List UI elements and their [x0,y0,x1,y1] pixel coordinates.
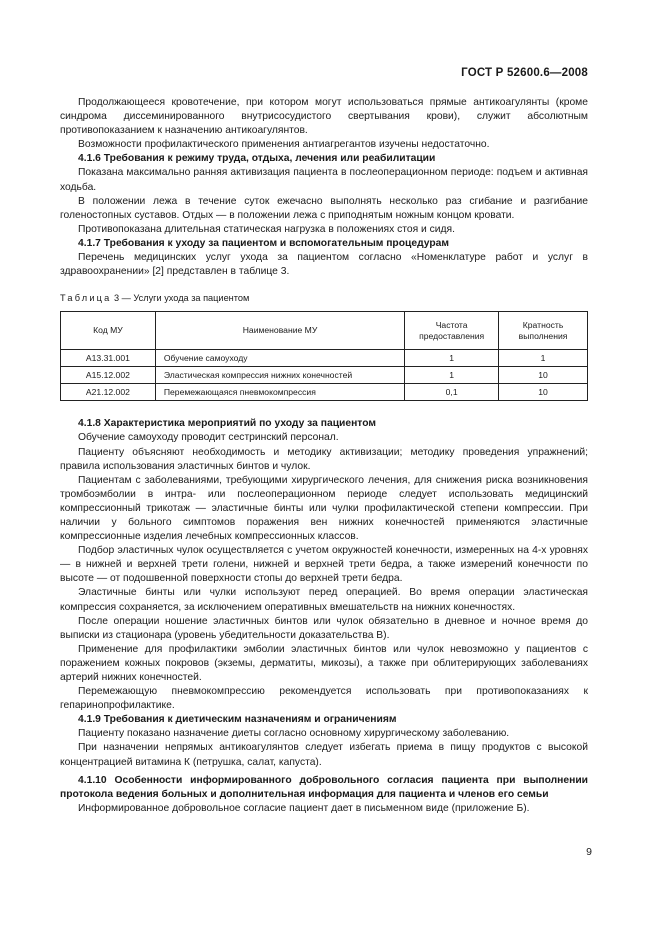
section-heading-4-1-7: 4.1.7 Требования к уходу за пациентом и вспомогательным процедурам [78,237,449,249]
paragraph: Подбор эластичных чулок осуществляется с учетом окружностей конечности, измеренных на 4-х уровнях — в нижней и верхней трети голени, нижней и верхней трети бедра, а также измерений конечности по высоте — от подошвенной поверхности стопы до верхней трети бедра. [60,545,588,585]
table-cell: 1 [405,367,499,384]
table-cell: А13.31.001 [61,350,156,367]
section-heading-4-1-6: 4.1.6 Требования к режиму труда, отдыха, лечения или реабилитации [78,153,436,165]
section-heading-4-1-9: 4.1.9 Требования к диетическим назначениям и ограничениям [78,714,397,726]
table-caption-title: 3 — Услуги ухода за пациентом [111,293,250,304]
paragraph: Пациенту объясняют необходимость и методику активизации; методику проведения упражнений; правила использования эластичных бинтов и чулок. [60,446,588,472]
table-cell: Эластическая компрессия нижних конечностей [155,367,404,384]
paragraph: Продолжающееся кровотечение, при котором могут использоваться прямые антикоагулянты (кроме синдрома диссеминированного внутрисосудистого свертывания крови), служит абсолютным противопоказанием к назначению антикоагулянтов. [60,97,588,137]
paragraph: Перемежающую пневмокомпрессию рекомендуется использовать при противопоказаниях к гепаринопрофилактике. [60,686,588,712]
table-caption [60,291,588,305]
column-header: Наименование МУ [155,312,404,350]
table-row [61,367,588,384]
table-row [61,350,588,367]
section-heading-4-1-10: 4.1.10 Особенности информированного добровольного согласия пациента при выполнении протокола ведения больных и дополнительная информация для пациента и членов его семьи [60,774,588,800]
paragraph: Противопоказана длительная статическая нагрузка в положениях стоя и сидя. [78,223,455,235]
paragraph: Информированное добровольное согласие пациент дает в письменном виде (приложение Б). [78,802,530,814]
table-cell: Перемежающаяся пневмокомпрессия [155,384,404,401]
table-row [61,384,588,401]
paragraph: Эластичные бинты или чулки используют перед операцией. Во время операции эластическая компрессия сохраняется, за исключением оперативных вмешательств на нижних конечностях. [60,587,588,613]
table-cell: Обучение самоуходу [155,350,404,367]
column-header: Частота предоставления [405,312,499,350]
paragraph: В положении лежа в течение суток ежечасно выполнять несколько раз сгибание и разгибание голеностопных суставов. Отдых — в положении лежа с приподнятым ножным концом кровати. [60,195,588,221]
standard-header: ГОСТ Р 52600.6—2008 [461,67,588,79]
services-table [60,311,588,401]
table-cell: 10 [499,384,588,401]
paragraph: Показана максимально ранняя активизация пациента в послеоперационном периоде: подъем и активная ходьба. [60,167,588,193]
table-caption-prefix: Таблица [60,293,112,304]
table-cell: 1 [499,350,588,367]
paragraph: Обучение самоуходу проводит сестринский персонал. [78,432,339,444]
paragraph: После операции ношение эластичных бинтов или чулок обязательно в дневное и ночное время до выписки из стационара (уровень убедительности доказательства В). [60,615,588,641]
table-cell: 1 [405,350,499,367]
section-heading-4-1-8: 4.1.8 Характеристика мероприятий по уходу за пациентом [78,418,376,430]
document-body [60,96,588,816]
table-cell: 0,1 [405,384,499,401]
table-header-row [61,312,588,350]
paragraph: Пациенту показано назначение диеты согласно основному хирургическому заболеванию. [78,728,510,740]
page-number: 9 [586,846,592,858]
paragraph: Перечень медицинских услуг ухода за пациентом согласно «Номенклатуре работ и услуг в здравоохранении» [2] представлен в таблице 3. [60,252,588,278]
paragraph: Возможности профилактического применения антиагрегантов изучены недостаточно. [78,139,490,151]
table-cell: А21.12.002 [61,384,156,401]
paragraph: При назначении непрямых антикоагулянтов следует избегать приема в пищу продуктов с высокой концентрацией витамина К (петрушка, салат, капуста). [60,742,588,768]
column-header: Код МУ [61,312,156,350]
column-header: Кратность выполнения [499,312,588,350]
paragraph: Применение для профилактики эмболии эластичных бинтов или чулок невозможно у пациентов с поражением кожных покровов (экземы, дерматиты, микозы), а также при облитерирующих заболеваниях артерий нижних конечностей. [60,643,588,683]
paragraph: Пациентам с заболеваниями, требующими хирургического лечения, для снижения риска возникновения тромбоэмболии в интра- или послеоперационном периоде следует использовать медицинский компрессионный трикотаж — эластичные бинты или чулки профилактической степени компрессии. При наличии у больного симптомов поражения вен нижних конечностей применяются эластичные компрессионные изделия лечебных компрессионных классов. [60,474,588,543]
table-cell: А15.12.002 [61,367,156,384]
table-cell: 10 [499,367,588,384]
